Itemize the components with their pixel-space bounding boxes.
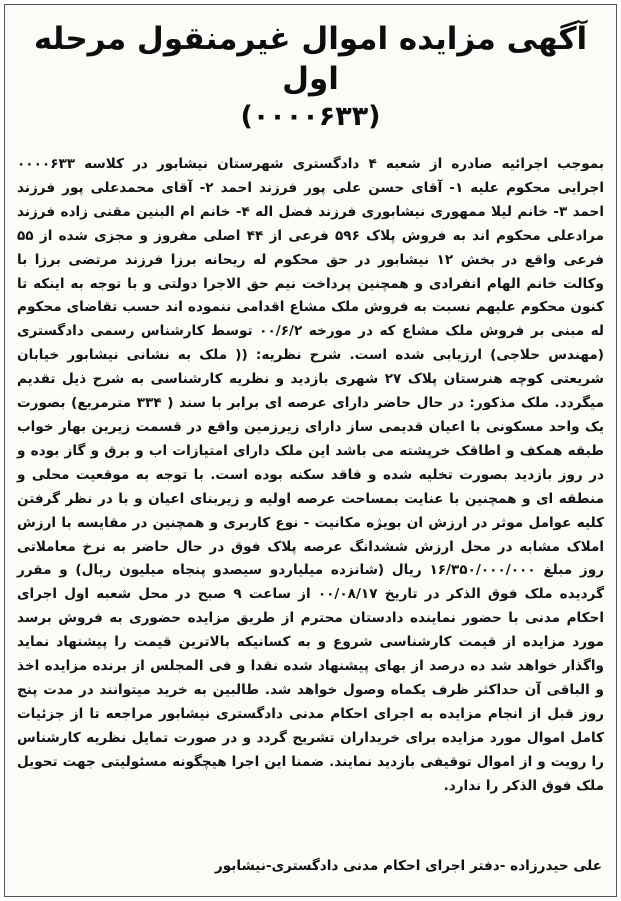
case-number: (۰۰۰۰۶۳۳) [240,101,381,132]
notice-title: آگهی مزایده اموال غیرمنقول مرحله اول [33,21,588,97]
notice-body: بموجب اجرائیه صادره از شعبه ۴ دادگستری شهرستان نیشابور در کلاسه ۰۰۰۰۶۳۳ اجرایی محکوم علیه ۱- آقای حسن علی پور فرزند احمد ۲- آقای محمدعلی پور فرزند احمد ۳- خانم لیلا ممهوری نیشابوری فرزند فضل اله ۴- خانم ام البنین مقنی زاده فرزند مرادعلی محکوم اند به فروش پلاک ۵۹۶ فرعی از ۴۴ اصلی مفروز و مجزی شده از ۵۵ فرعی واقع در بخش ۱۲ نیشابور در حق محکوم له ریحانه برزا فرزند مرتضی برزا با وکالت خانم الهام انفرادی و همچنین پرداخت نیم حق الاجرا دولتی و با توجه به اینکه تا کنون محکوم علیهم نسبت به فروش ملک مشاع اقدامی ننموده اند حسب تقاضای محکوم له مبنی بر فروش ملک مشاع که در مورخه ۰۰/۶/۲ توسط کارشناس رسمی دادگستری (مهندس حلاجی) ارزیابی شده است. شرح نظریه: (( ملک به نشانی نیشابور خیابان شریعتی کوچه هنرستان پلاک ۲۷ شهری بازدید و نظریه کارشناسی به شرح ذیل تقدیم میگردد. ملک مذکور: در حال حاضر دارای عرصه ای برابر با سند ( ۳۳۴ مترمربع) بصورت یک واحد مسکونی با اعیان قدیمی ساز دارای زیرزمین واقع در قسمت زیرین بهار خواب طبقه همکف و اطاقک خرپشته می باشد این ملک دارای امتیازات اب و برق و گاز بوده و در روز بازدید بصورت تخلیه شده و فاقد سکنه بوده است. با توجه به موقعیت محلی و منطقه ای و همچنین با عنایت بمساحت عرصه اولیه و زیربنای اعیان و با در نظر گرفتن کلیه عوامل موثر در ارزش ان بویژه مکانیت - نوع کاربری و همچنین در مقایسه با ارزش املاک مشابه در محل ارزش ششدانگ عرصه پلاک فوق در حال حاضر به نرخ معاملاتی روز مبلغ ۱۶/۳۵۰/۰۰۰/۰۰۰ ریال (شانزده میلیاردو سیصدو پنجاه میلیون ریال) و مقرر گردیده ملک فوق الذکر در تاریخ ۰۰/۰۸/۱۷ از ساعت ۹ صبح در محل شعبه اول اجرای احکام مدنی با حضور نماینده دادستان محترم از طریق مزایده حضوری به فروش برسد مورد مزایده از قیمت کارشناسی شروع و به کسانیکه بالاترین قیمت را پیشنهاد نماید واگذار خواهد شد ده درصد از بهای پیشنهاد شده نقدا و فی المجلس از برنده مزایده اخذ و الباقی آن حداکثر ظرف یکماه وصول خواهد شد. طالبین به خرید میتوانند در مدت پنج روز قبل از انجام مزایده به اجرای احکام مدنی دادگستری نیشابور مراجعه تا از جزئیات کامل اموال مورد مزایده برای خریداران تشریح گردد و در صورت تمایل نظریه کارشناس را رویت و از اموال توقیفی بازدید نمایند. ضمنا این اجرا هیچگونه مسئولیتی جهت تحویل ملک فوق الذکر را ندارد. [17,156,604,794]
auction-notice [4,4,617,897]
signature: علی حیدرزاده -دفتر اجرای احکام مدنی دادگستری-نیشابور [214,858,602,874]
